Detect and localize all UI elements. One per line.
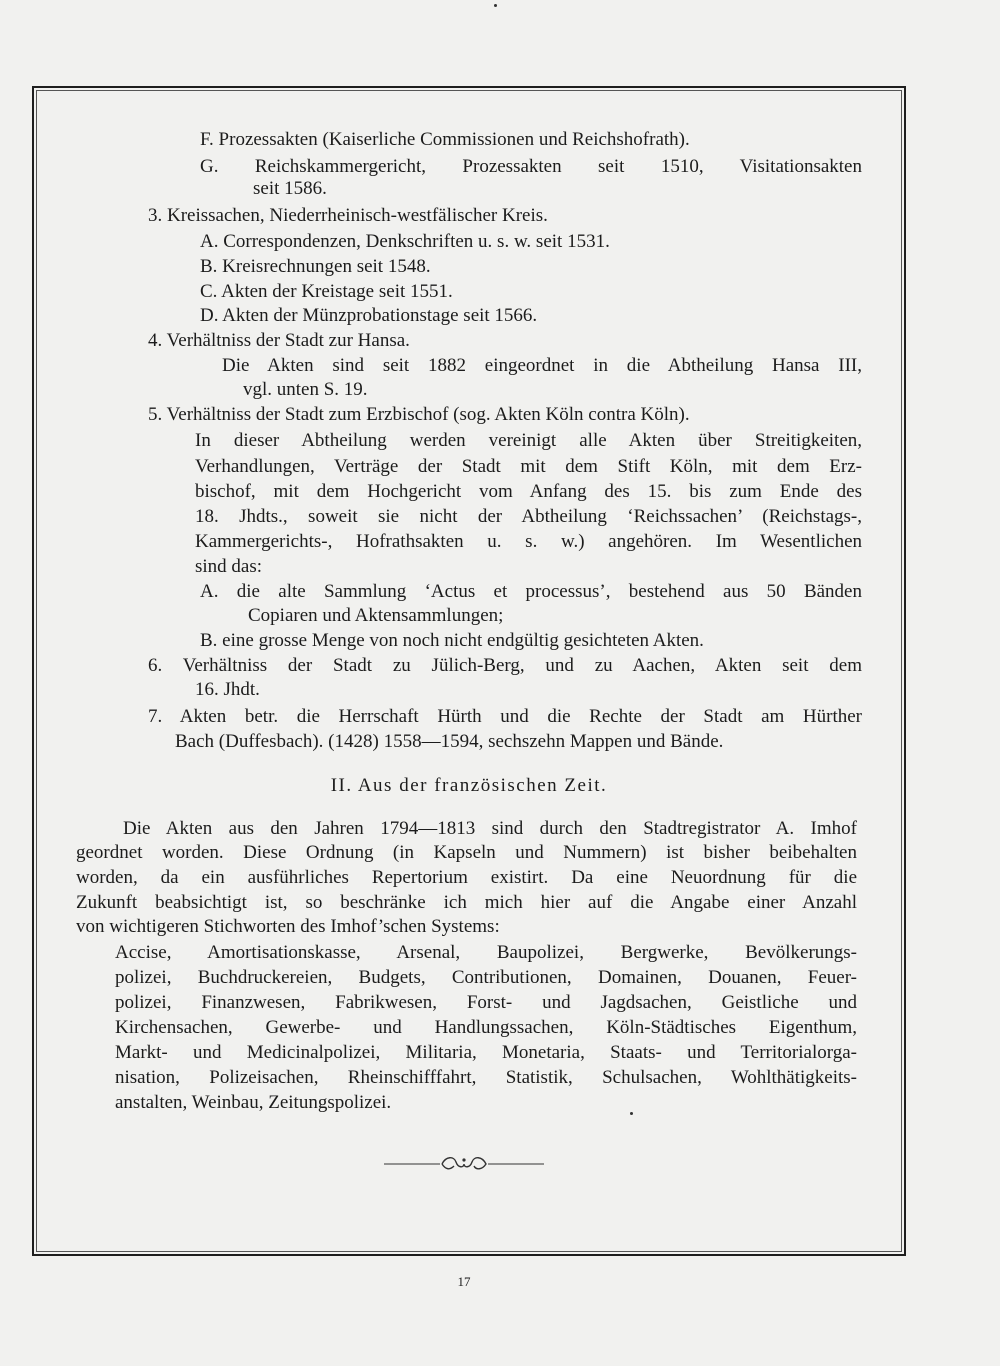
text-line: F. Prozessakten (Kaiserliche Commissionen und Reichshofrath).	[200, 129, 690, 150]
text-line: A. die alte Sammlung ‘Actus et processus’, bestehend aus 50 Bänden	[200, 581, 862, 602]
text-line: B. Kreisrechnungen seit 1548.	[200, 256, 431, 277]
text-line: Markt- und Medicinalpolizei, Militaria, Monetaria, Staats- und Territorialorga-	[115, 1042, 857, 1063]
text-line: A. Correspondenzen, Denkschriften u. s. w. seit 1531.	[200, 231, 610, 252]
text-line: worden, da ein ausführliches Repertorium existirt. Da eine Neuordnung für die	[76, 867, 857, 888]
text-line: Zukunft beabsichtigt ist, so beschränke ich mich hier auf die Angabe einer Anzahl	[76, 892, 857, 913]
text-line: Bach (Duffesbach). (1428) 1558—1594, sechszehn Mappen und Bände.	[175, 731, 724, 752]
text-line: 5. Verhältniss der Stadt zum Erzbischof (sog. Akten Köln contra Köln).	[148, 404, 690, 425]
text-line: anstalten, Weinbau, Zeitungspolizei.	[115, 1092, 392, 1113]
text-line: D. Akten der Münzprobationstage seit 1566.	[200, 305, 538, 326]
text-line: Die Akten aus den Jahren 1794—1813 sind durch den Stadtregistrator A. Imhof	[123, 818, 857, 839]
text-line: von wichtigeren Stichworten des Imhof’schen Systems:	[76, 916, 500, 937]
text-line: B. eine grosse Menge von noch nicht endgültig gesichteten Akten.	[200, 630, 704, 651]
text-line: vgl. unten S. 19.	[243, 379, 368, 400]
text-line: Copiaren und Aktensammlungen;	[248, 605, 504, 626]
page-number: 17	[457, 1274, 471, 1289]
text-line: polizei, Buchdruckereien, Budgets, Contributionen, Domainen, Douanen, Feuer-	[115, 967, 857, 988]
text-line: geordnet worden. Diese Ordnung (in Kapseln und Nummern) ist bisher beibehalten	[76, 842, 857, 863]
text-line: 3. Kreissachen, Niederrheinisch-westfälischer Kreis.	[148, 205, 548, 226]
text-line: Accise, Amortisationskasse, Arsenal, Baupolizei, Bergwerke, Bevölkerungs-	[115, 942, 857, 963]
text-line: bischof, mit dem Hochgericht vom Anfang des 15. bis zum Ende des	[195, 481, 862, 502]
text-line: 4. Verhältniss der Stadt zur Hansa.	[148, 330, 410, 351]
text-line: Verhandlungen, Verträge der Stadt mit dem Stift Köln, mit dem Erz-	[195, 456, 862, 477]
text-line: polizei, Finanzwesen, Fabrikwesen, Forst- und Jagdsachen, Geistliche und	[115, 992, 857, 1013]
text-line: sind das:	[195, 556, 263, 577]
text-line: Kammergerichts-, Hofrathsakten u. s. w.) angehören. Im Wesentlichen	[195, 531, 862, 552]
scan-speck	[630, 1112, 633, 1115]
text-line: 6. Verhältniss der Stadt zu Jülich-Berg, und zu Aachen, Akten seit dem	[148, 655, 862, 676]
text-line: 7. Akten betr. die Herrschaft Hürth und die Rechte der Stadt am Hürther	[148, 706, 862, 727]
text-line: nisation, Polizeisachen, Rheinschifffahrt, Statistik, Schulsachen, Wohlthätigkeits-	[115, 1067, 857, 1088]
text-line: 18. Jhdts., soweit sie nicht der Abtheilung ‘Reichssachen’ (Reichstags-,	[195, 506, 862, 527]
scan-speck	[494, 4, 497, 7]
text-line: C. Akten der Kreistage seit 1551.	[200, 281, 453, 302]
text-line: Kirchensachen, Gewerbe- und Handlungssachen, Köln-Städtisches Eigenthum,	[115, 1017, 857, 1038]
text-line: 16. Jhdt.	[195, 679, 260, 700]
section-heading: II. Aus der französischen Zeit.	[330, 775, 608, 796]
text-line: G. Reichskammergericht, Prozessakten seit 1510, Visitationsakten	[200, 156, 862, 177]
ornament-divider	[384, 1154, 544, 1174]
text-line: In dieser Abtheilung werden vereinigt alle Akten über Streitigkeiten,	[195, 430, 862, 451]
text-line: seit 1586.	[253, 178, 327, 199]
text-line: Die Akten sind seit 1882 eingeordnet in die Abtheilung Hansa III,	[222, 355, 862, 376]
